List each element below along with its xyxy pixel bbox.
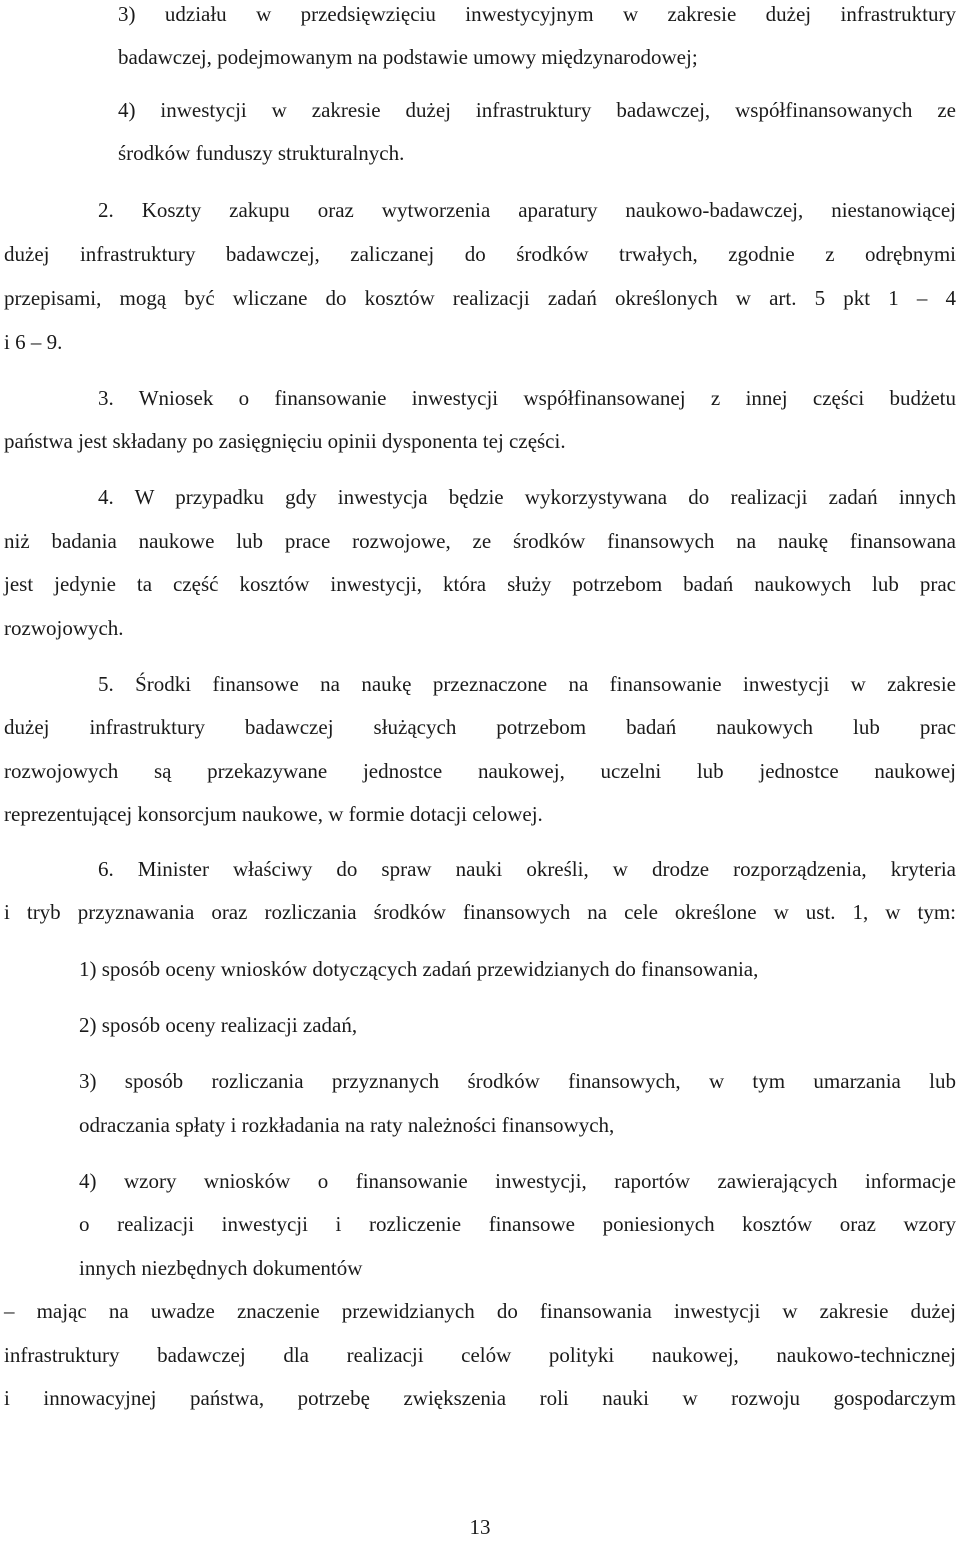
text-line: badawczej, podejmowanym na podstawie umowy międzynarodowej; <box>118 45 698 69</box>
text-line: i tryb przyznawania oraz rozliczania środków finansowych na cele określone w ust. 1, w tym: <box>4 900 956 924</box>
text-line: 4. W przypadku gdy inwestycja będzie wykorzystywana do realizacji zadań innych <box>98 485 956 509</box>
text-line: i 6 – 9. <box>4 330 63 354</box>
text-line: państwa jest składany po zasięgnięciu opinii dysponenta tej części. <box>4 429 566 453</box>
text-line: niż badania naukowe lub prace rozwojowe, ze środków finansowych na naukę finansowana <box>4 529 956 553</box>
list-item: 3) sposób rozliczania przyznanych środków finansowych, w tym umarzania lub <box>79 1069 956 1093</box>
text-line: dużej infrastruktury badawczej służących potrzebom badań naukowych lub prac <box>4 715 956 739</box>
list-item: odraczania spłaty i rozkładania na raty należności finansowych, <box>79 1113 615 1137</box>
text-line: infrastruktury badawczej dla realizacji celów polityki naukowej, naukowo-technicznej <box>4 1343 956 1367</box>
list-item: innych niezbędnych dokumentów <box>79 1256 363 1280</box>
list-item: o realizacji inwestycji i rozliczenie finansowe poniesionych kosztów oraz wzory <box>79 1212 956 1236</box>
text-line: – mając na uwadze znaczenie przewidzianych do finansowania inwestycji w zakresie dużej <box>4 1299 956 1323</box>
text-line: 6. Minister właściwy do spraw nauki określi, w drodze rozporządzenia, kryteria <box>98 857 956 881</box>
text-line: reprezentującej konsorcjum naukowe, w formie dotacji celowej. <box>4 802 543 826</box>
text-line: 2. Koszty zakupu oraz wytworzenia aparatury naukowo-badawczej, niestanowiącej <box>98 198 956 222</box>
text-line: jest jedynie ta część kosztów inwestycji, która służy potrzebom badań naukowych lub prac <box>4 572 956 596</box>
list-item: 1) sposób oceny wniosków dotyczących zadań przewidzianych do finansowania, <box>79 957 759 981</box>
list-item: 2) sposób oceny realizacji zadań, <box>79 1013 358 1037</box>
list-item: 4) wzory wniosków o finansowanie inwestycji, raportów zawierających informacje <box>79 1169 956 1193</box>
text-line: dużej infrastruktury badawczej, zaliczanej do środków trwałych, zgodnie z odrębnymi <box>4 242 956 266</box>
text-line: 5. Środki finansowe na naukę przeznaczone na finansowanie inwestycji w zakresie <box>98 672 956 696</box>
page-number: 13 <box>469 1515 491 1539</box>
text-line: 3. Wniosek o finansowanie inwestycji współfinansowanej z innej części budżetu <box>98 386 956 410</box>
text-line: 3) udziału w przedsięwzięciu inwestycyjnym w zakresie dużej infrastruktury <box>118 2 956 26</box>
text-line: rozwojowych są przekazywane jednostce naukowej, uczelni lub jednostce naukowej <box>4 759 956 783</box>
text-line: przepisami, mogą być wliczane do kosztów realizacji zadań określonych w art. 5 pkt 1 – 4 <box>4 286 956 310</box>
text-line: 4) inwestycji w zakresie dużej infrastruktury badawczej, współfinansowanych ze <box>118 98 956 122</box>
text-line: środków funduszy strukturalnych. <box>118 141 405 165</box>
text-line: i innowacyjnej państwa, potrzebę zwiększenia roli nauki w rozwoju gospodarczym <box>4 1386 956 1410</box>
text-line: rozwojowych. <box>4 616 124 640</box>
